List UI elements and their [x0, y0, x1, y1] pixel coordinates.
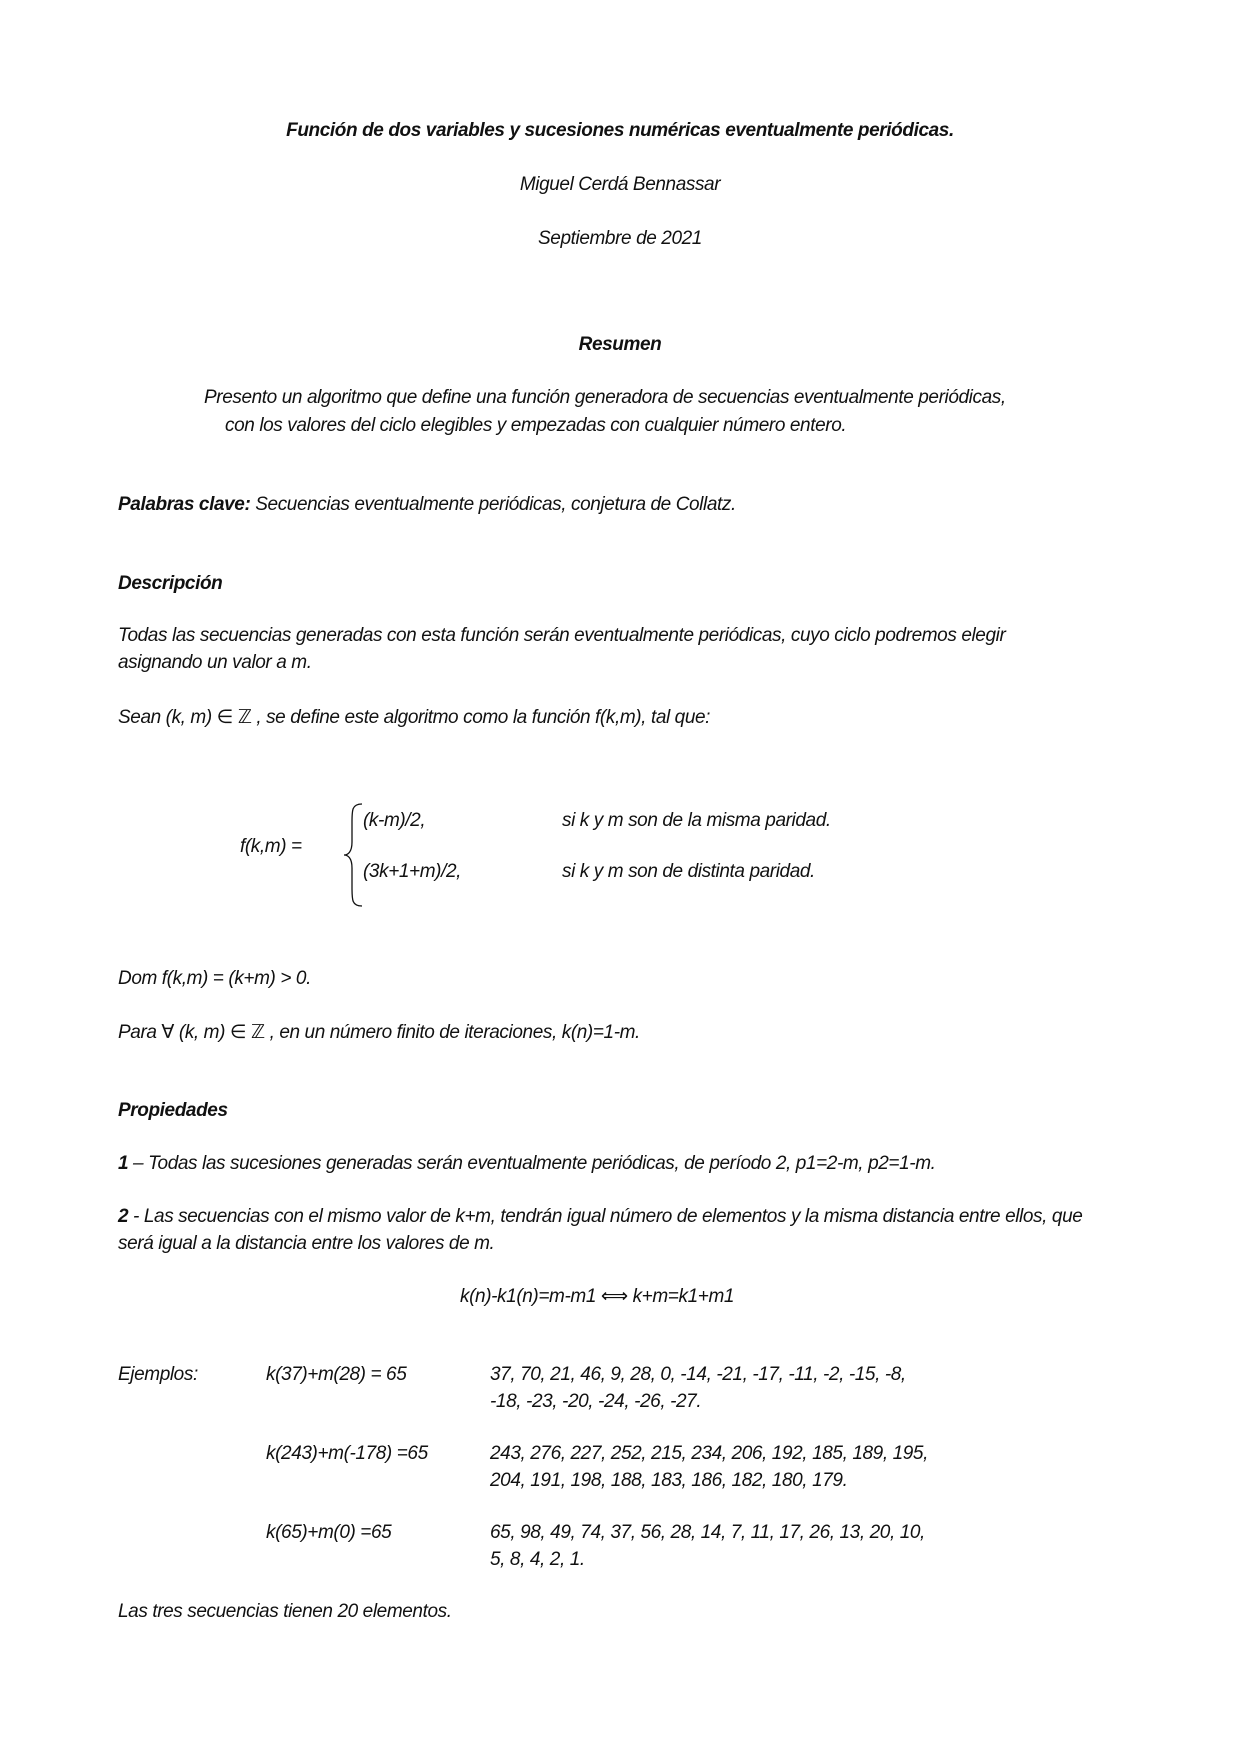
property-2-text: - Las secuencias con el mismo valor de k+m, tendrán igual número de elementos y la misma distancia entre ellos, que: [128, 1206, 1083, 1227]
curly-brace-icon: [342, 800, 364, 910]
example-1-sequence-line-1: 37, 70, 21, 46, 9, 28, 0, -14, -21, -17, -11, -2, -15, -8,: [490, 1364, 906, 1385]
example-3-expression: k(65)+m(0) =65: [266, 1522, 392, 1543]
examples-label: Ejemplos:: [118, 1364, 198, 1385]
examples-conclusion: Las tres secuencias tienen 20 elementos.: [118, 1601, 452, 1622]
description-para1-line1: Todas las secuencias generadas con esta función serán eventualmente periódicas, cuyo ciclo podremos elegir: [118, 625, 1006, 646]
abstract-line-1: Presento un algoritmo que define una función generadora de secuencias eventualmente periódicas,: [204, 387, 1006, 408]
property-1-text: – Todas las sucesiones generadas serán eventualmente periódicas, de período 2, p1=2-m, p2=1-m.: [128, 1153, 936, 1174]
property-2-number: 2: [118, 1206, 129, 1227]
description-para2: Sean (k, m) ∈ ℤ , se define este algoritmo como la función f(k,m), tal que:: [118, 707, 711, 728]
keywords-label: Palabras clave:: [118, 494, 251, 515]
example-1-sequence-line-2: -18, -23, -20, -24, -26, -27.: [490, 1391, 702, 1412]
abstract-heading: Resumen: [578, 334, 662, 355]
equivalence-formula: k(n)-k1(n)=m-m1 ⟺ k+m=k1+m1: [460, 1286, 735, 1307]
case1-condition: si k y m son de la misma paridad.: [562, 810, 831, 831]
author: Miguel Cerdá Bennassar: [519, 174, 721, 195]
example-1-expression: k(37)+m(28) = 65: [266, 1364, 407, 1385]
case1-expression: (k-m)/2,: [363, 810, 426, 831]
description-heading: Descripción: [118, 573, 223, 594]
abstract-line-2: con los valores del ciclo elegibles y empezadas con cualquier número entero.: [225, 415, 847, 436]
example-2-sequence-line-1: 243, 276, 227, 252, 215, 234, 206, 192, 185, 189, 195,: [490, 1443, 928, 1464]
case2-expression: (3k+1+m)/2,: [363, 861, 462, 882]
property-2-line-2: será igual a la distancia entre los valores de m.: [118, 1233, 495, 1254]
property-1-number: 1: [118, 1153, 129, 1174]
formula-lhs: f(k,m) =: [240, 836, 302, 857]
property-2-line-1: [118, 1206, 1082, 1228]
properties-heading: Propiedades: [118, 1100, 228, 1121]
description-para1-line2: asignando un valor a m.: [118, 652, 312, 673]
example-2-sequence-line-2: 204, 191, 198, 188, 183, 186, 182, 180, 179.: [490, 1470, 848, 1491]
date: Septiembre de 2021: [538, 228, 702, 249]
example-3-sequence-line-2: 5, 8, 4, 2, 1.: [490, 1549, 585, 1570]
keywords-text: Secuencias eventualmente periódicas, conjetura de Collatz.: [250, 494, 736, 515]
forall-statement: Para ∀ (k, m) ∈ ℤ , en un número finito de iteraciones, k(n)=1-m.: [118, 1022, 640, 1043]
keywords: [118, 494, 736, 516]
paper-title: Función de dos variables y sucesiones numéricas eventualmente periódicas.: [286, 120, 954, 141]
domain-statement: Dom f(k,m) = (k+m) > 0.: [118, 968, 311, 989]
property-1: [118, 1153, 936, 1175]
example-3-sequence-line-1: 65, 98, 49, 74, 37, 56, 28, 14, 7, 11, 17, 26, 13, 20, 10,: [490, 1522, 925, 1543]
example-2-expression: k(243)+m(-178) =65: [266, 1443, 428, 1464]
case2-condition: si k y m son de distinta paridad.: [562, 861, 815, 882]
